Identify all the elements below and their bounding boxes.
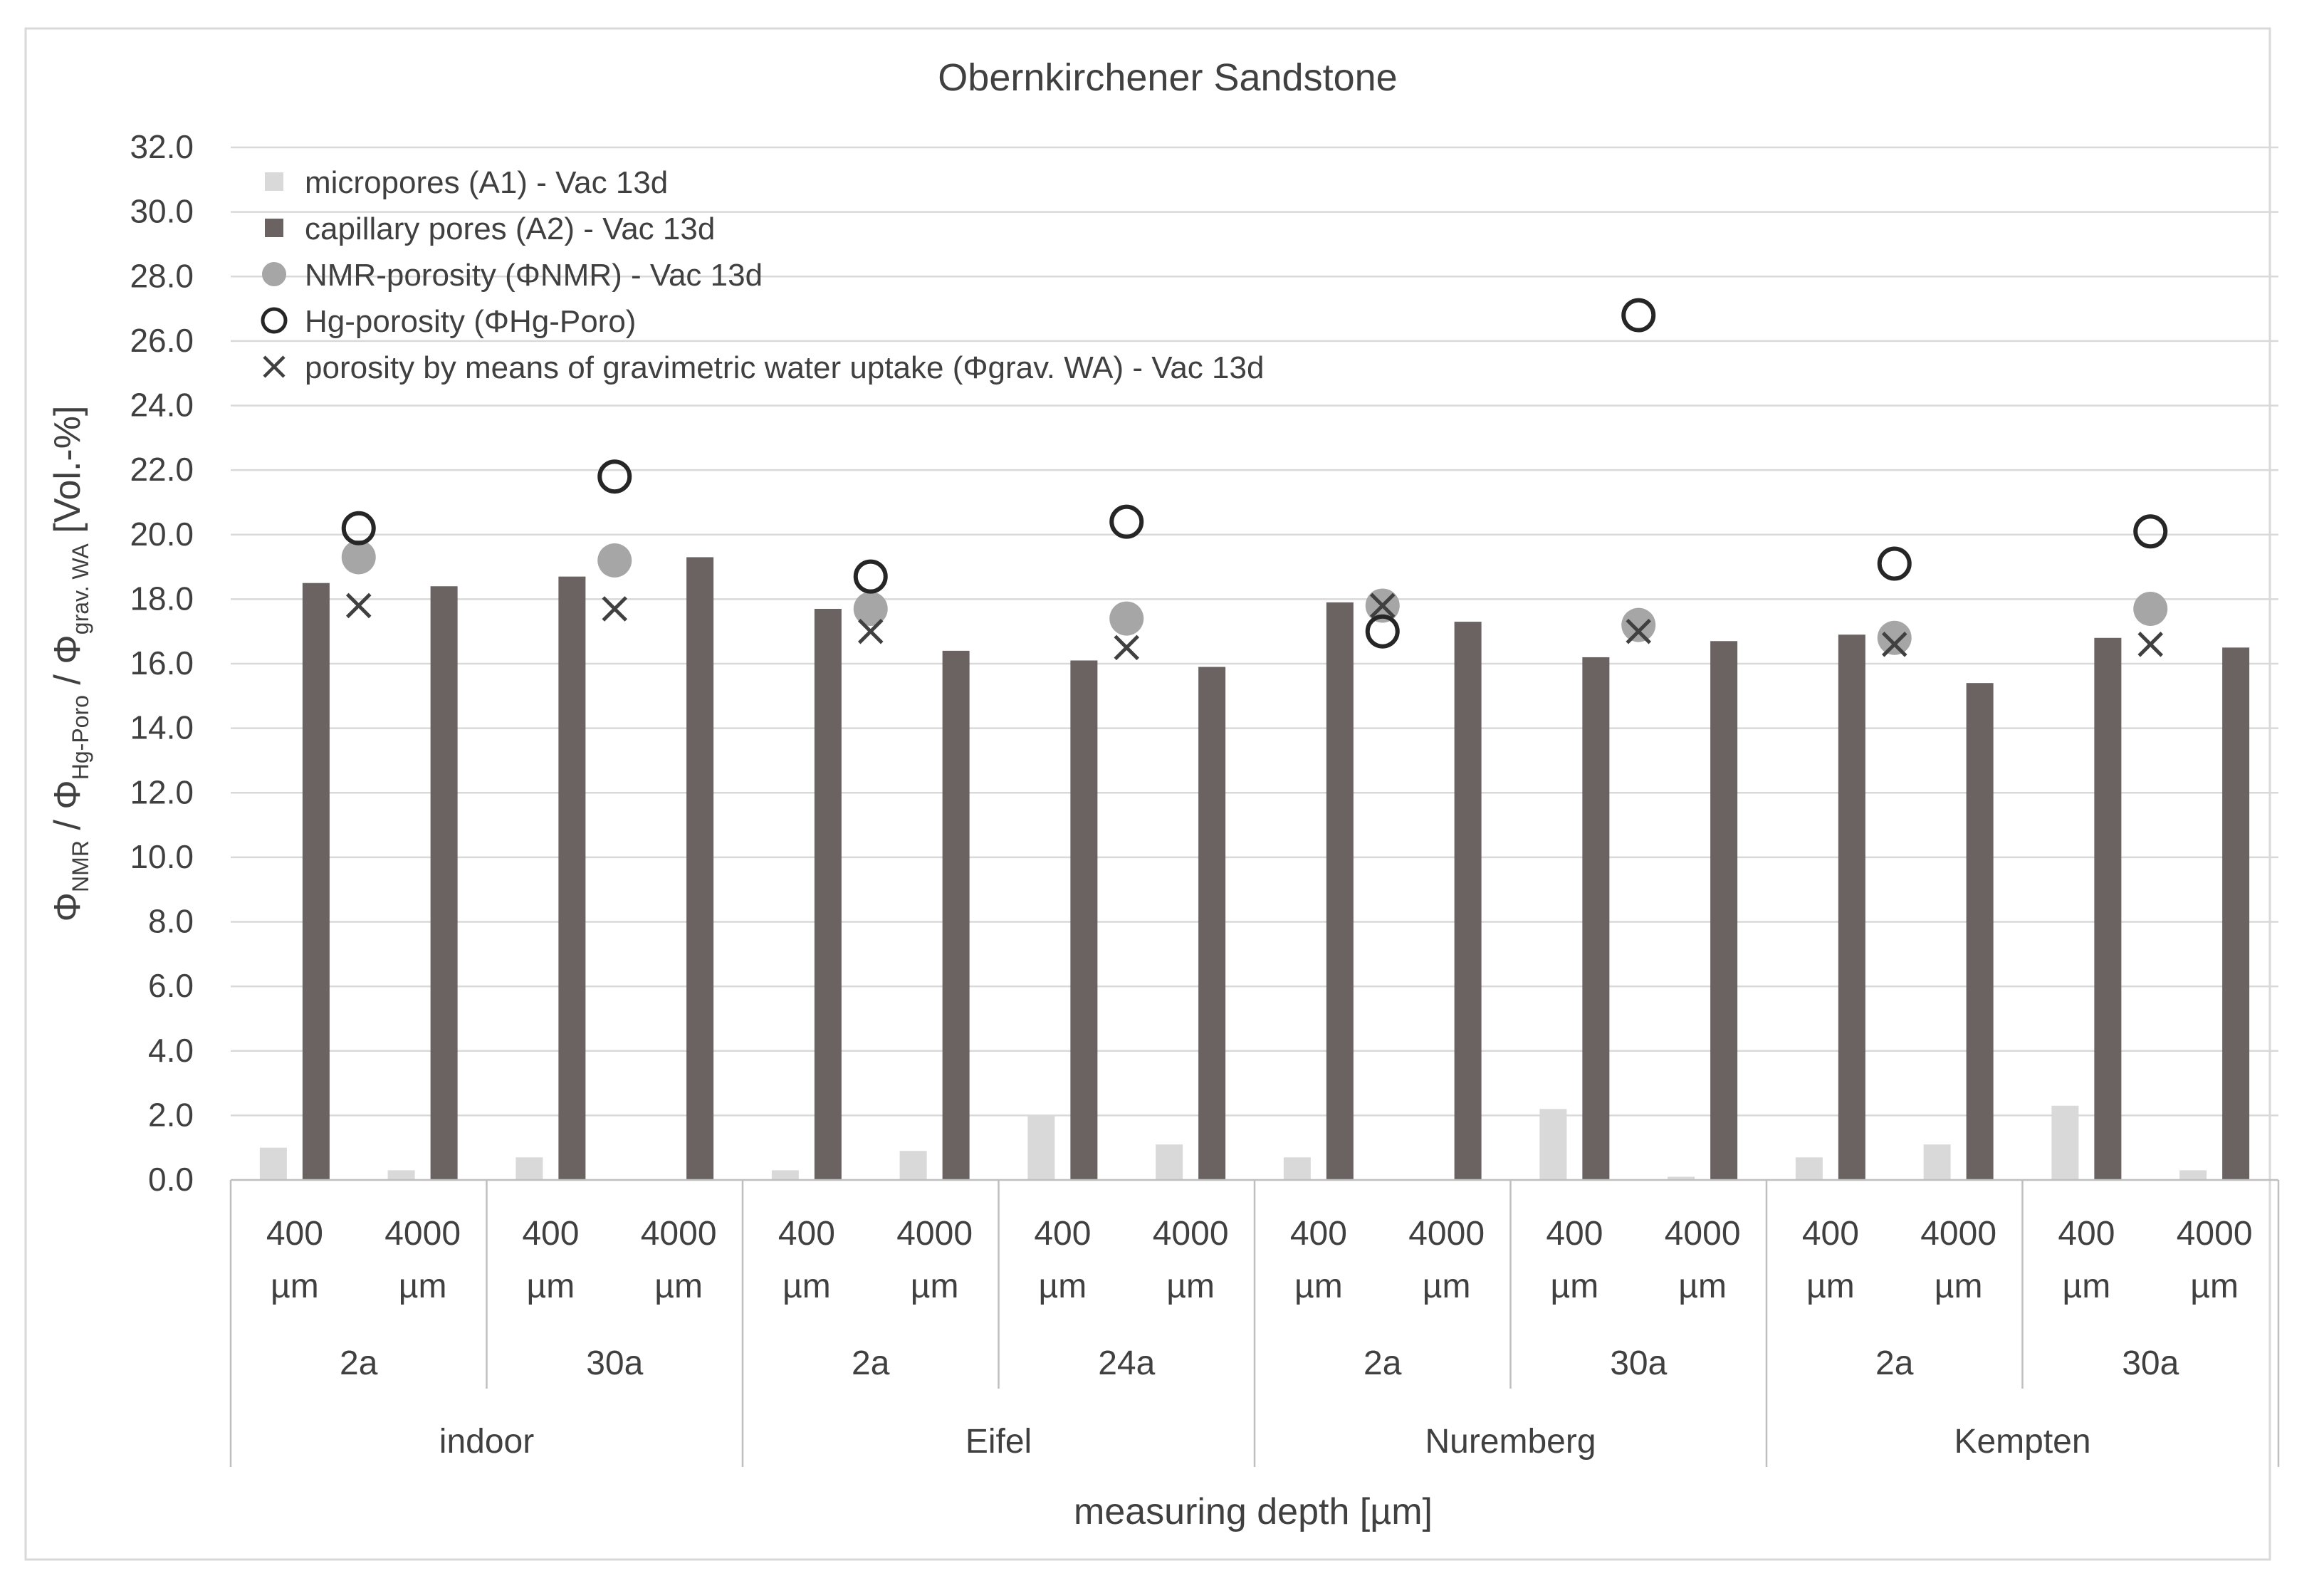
y-tick-label: 18.0: [130, 580, 194, 617]
bar-capillary-pores: [303, 583, 330, 1180]
depth-unit-label: µm: [654, 1268, 703, 1305]
depth-label: 400: [1546, 1215, 1603, 1253]
y-tick-label: 24.0: [130, 386, 194, 424]
y-axis-label-subscript: Hg-Poro: [68, 695, 93, 780]
depth-unit-label: µm: [1166, 1268, 1215, 1305]
legend-item: [262, 258, 763, 293]
location-label: Nuremberg: [1425, 1423, 1596, 1461]
bar-capillary-pores: [1455, 622, 1482, 1180]
depth-label: 400: [778, 1215, 835, 1253]
bar-capillary-pores: [1198, 667, 1225, 1180]
y-axis-label-part: Φ: [47, 892, 88, 922]
depth-label: 400: [266, 1215, 323, 1253]
depth-unit-label: µm: [1550, 1268, 1599, 1305]
chart-title: Obernkirchener Sandstone: [938, 56, 1398, 99]
y-tick-label: 2.0: [148, 1096, 194, 1134]
bar-capillary-pores: [1582, 657, 1609, 1180]
bar-capillary-pores: [558, 577, 585, 1180]
x-axis-label: measuring depth [µm]: [1074, 1491, 1433, 1532]
nmr-porosity-marker: [597, 543, 632, 578]
y-tick-label: 22.0: [130, 451, 194, 489]
age-label: 24a: [1098, 1344, 1156, 1382]
age-label: 2a: [340, 1344, 378, 1382]
y-tick-label: 20.0: [130, 515, 194, 553]
age-label: 30a: [586, 1344, 644, 1382]
location-label: Eifel: [965, 1423, 1032, 1461]
depth-label: 4000: [640, 1215, 717, 1253]
age-label: 2a: [852, 1344, 890, 1382]
nmr-porosity-marker: [2133, 592, 2167, 626]
y-tick-label: 0.0: [148, 1161, 194, 1198]
depth-label: 4000: [1408, 1215, 1485, 1253]
bar-capillary-pores: [943, 651, 970, 1180]
bar-micropores: [1027, 1115, 1054, 1180]
bar-capillary-pores: [1838, 634, 1865, 1180]
depth-label: 400: [2058, 1215, 2115, 1253]
y-axis-label-part: / Φ: [47, 634, 88, 696]
bar-capillary-pores: [2222, 647, 2249, 1180]
bar-micropores: [515, 1157, 543, 1180]
y-tick-label: 32.0: [130, 128, 194, 165]
legend-item: [263, 304, 636, 339]
depth-unit-label: µm: [1294, 1268, 1343, 1305]
bar-micropores: [1924, 1144, 1951, 1180]
legend-label: NMR-porosity (ΦNMR) - Vac 13d: [305, 258, 763, 293]
legend-label: porosity by means of gravimetric water uptake (Φgrav. WA) - Vac 13d: [305, 350, 1265, 385]
bar-capillary-pores: [431, 586, 458, 1180]
depth-unit-label: µm: [271, 1268, 319, 1305]
y-tick-label: 30.0: [130, 192, 194, 230]
depth-unit-label: µm: [398, 1268, 447, 1305]
depth-label: 4000: [1152, 1215, 1229, 1253]
bar-micropores: [1796, 1157, 1823, 1180]
depth-unit-label: µm: [1806, 1268, 1855, 1305]
location-label: Kempten: [1954, 1423, 2091, 1461]
age-label: 30a: [2122, 1344, 2179, 1382]
depth-label: 400: [1801, 1215, 1859, 1253]
y-tick-label: 28.0: [130, 257, 194, 295]
legend-label: micropores (A1) - Vac 13d: [305, 165, 669, 200]
legend-item: [265, 165, 668, 200]
depth-unit-label: µm: [526, 1268, 575, 1305]
y-tick-label: 14.0: [130, 709, 194, 746]
bar-capillary-pores: [1967, 683, 1994, 1180]
location-label: indoor: [439, 1423, 535, 1461]
y-axis-label-subscript: grav. WA: [68, 543, 93, 635]
y-axis-label-subscript: NMR: [68, 840, 93, 892]
y-axis-label-part: [Vol.-%]: [47, 405, 88, 544]
depth-label: 4000: [2176, 1215, 2253, 1253]
y-tick-label: 12.0: [130, 773, 194, 811]
y-tick-label: 16.0: [130, 644, 194, 681]
bar-capillary-pores: [1710, 641, 1737, 1180]
depth-unit-label: µm: [782, 1268, 831, 1305]
age-label: 2a: [1363, 1344, 1402, 1382]
depth-label: 4000: [1664, 1215, 1741, 1253]
y-tick-label: 6.0: [148, 967, 194, 1005]
bar-capillary-pores: [1070, 660, 1097, 1180]
legend-label: Hg-porosity (ΦHg-Poro): [305, 304, 637, 339]
y-tick-label: 10.0: [130, 837, 194, 875]
y-tick-label: 4.0: [148, 1031, 194, 1069]
bar-micropores: [260, 1148, 287, 1180]
depth-unit-label: µm: [910, 1268, 959, 1305]
bar-micropores: [388, 1170, 415, 1180]
bar-micropores: [2179, 1170, 2207, 1180]
y-tick-label: 26.0: [130, 321, 194, 359]
legend-item: [265, 211, 715, 246]
legend-item: [264, 350, 1264, 385]
depth-label: 400: [522, 1215, 580, 1253]
depth-label: 400: [1289, 1215, 1347, 1253]
bar-capillary-pores: [1326, 602, 1354, 1180]
y-tick-label: 8.0: [148, 902, 194, 940]
depth-unit-label: µm: [2062, 1268, 2111, 1305]
nmr-porosity-marker: [1878, 621, 1912, 655]
depth-unit-label: µm: [1038, 1268, 1087, 1305]
depth-label: 4000: [896, 1215, 973, 1253]
bar-micropores: [2051, 1106, 2078, 1180]
bar-micropores: [1539, 1109, 1566, 1180]
depth-unit-label: µm: [1934, 1268, 1983, 1305]
nmr-porosity-marker: [1109, 602, 1143, 636]
legend-swatch: [265, 172, 283, 191]
bar-micropores: [1156, 1144, 1183, 1180]
legend-swatch: [265, 219, 283, 237]
y-axis-label-part: / Φ: [47, 780, 88, 841]
legend-label: capillary pores (A2) - Vac 13d: [305, 211, 716, 246]
depth-unit-label: µm: [1422, 1268, 1471, 1305]
bar-capillary-pores: [686, 557, 713, 1180]
depth-unit-label: µm: [2190, 1268, 2239, 1305]
depth-label: 4000: [1920, 1215, 1997, 1253]
bar-micropores: [772, 1170, 799, 1180]
depth-unit-label: µm: [1678, 1268, 1727, 1305]
legend-swatch: [262, 262, 286, 286]
bar-capillary-pores: [2094, 638, 2121, 1180]
bar-micropores: [1284, 1157, 1311, 1180]
age-label: 2a: [1875, 1344, 1914, 1382]
depth-label: 4000: [384, 1215, 461, 1253]
age-label: 30a: [1610, 1344, 1668, 1382]
bar-capillary-pores: [815, 609, 842, 1180]
bar-micropores: [900, 1151, 927, 1180]
depth-label: 400: [1034, 1215, 1092, 1253]
nmr-porosity-marker: [1621, 608, 1655, 642]
